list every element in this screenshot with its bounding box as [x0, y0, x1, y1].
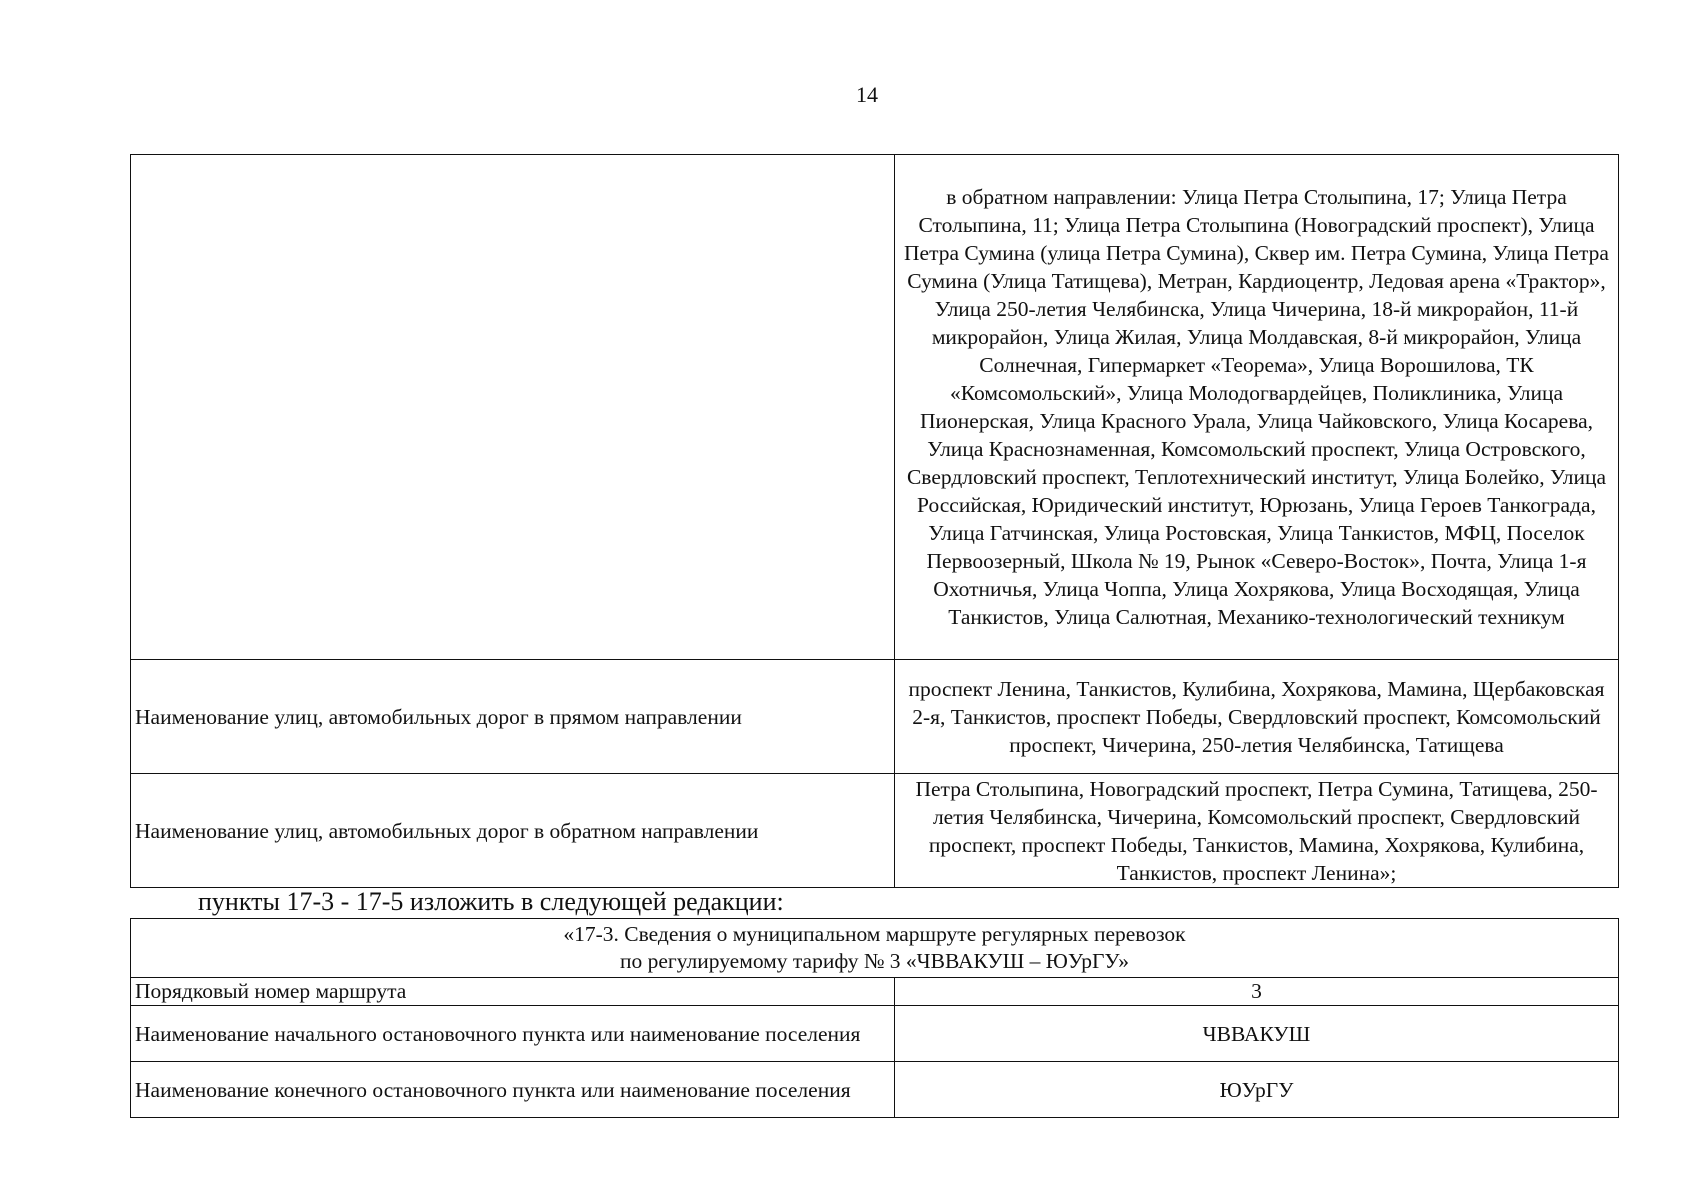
route-streets-table [130, 154, 1619, 888]
reverse-streets-label: Наименование улиц, автомобильных дорог в обратном направлении [131, 774, 895, 888]
table-row [131, 155, 1619, 660]
forward-streets-value: проспект Ленина, Танкистов, Кулибина, Хохрякова, Мамина, Щербаковская 2-я, Танкистов, проспект Победы, Свердловский проспект, Комсомольский проспект, Чичерина, 250-летия Челябинска, Татищева [895, 660, 1619, 774]
route-title-line-2: по регулируемому тарифу № 3 «ЧВВАКУШ – ЮУрГУ» [619, 949, 1130, 973]
table-row [131, 919, 1619, 978]
end-stop-value: ЮУрГУ [895, 1062, 1619, 1118]
amendment-intro: пункты 17-3 - 17-5 изложить в следующей редакции: [198, 887, 784, 916]
page-number: 14 [856, 82, 878, 107]
table-row [131, 978, 1619, 1006]
route-number-label: Порядковый номер маршрута [131, 978, 895, 1006]
route-title-cell [131, 919, 1619, 978]
end-stop-label: Наименование конечного остановочного пункта или наименование поселения [131, 1062, 895, 1118]
route-title-line-1: «17-3. Сведения о муниципальном маршруте регулярных перевозок [563, 922, 1186, 946]
table-row [131, 660, 1619, 774]
empty-label-cell [131, 155, 895, 660]
route-number-value: 3 [895, 978, 1619, 1006]
reverse-streets-value: Петра Столыпина, Новоградский проспект, Петра Сумина, Татищева, 250-летия Челябинска, Чичерина, Комсомольский проспект, Свердловский проспект, проспект Победы, Танкистов, Мамина, Хохрякова, Кулибина, Танкистов, проспект Ленина»; [895, 774, 1619, 888]
table-row [131, 774, 1619, 888]
table-row [131, 1006, 1619, 1062]
route-info-table [130, 918, 1619, 1118]
table-row [131, 1062, 1619, 1118]
reverse-stops-continuation: в обратном направлении: Улица Петра Столыпина, 17; Улица Петра Столыпина, 11; Улица Петра Столыпина (Новоградский проспект), Улица Петра Сумина (улица Петра Сумина), Сквер им. Петра Сумина, Улица Петра Сумина (Улица Татищева), Метран, Кардиоцентр, Ледовая арена «Трактор», Улица 250-летия Челябинска, Улица Чичерина, 18-й микрорайон, 11-й микрорайон, Улица Жилая, Улица Молдавская, 8-й микрорайон, Улица Солнечная, Гипермаркет «Теорема», Улица Ворошилова, ТК «Комсомольский», Улица Молодогвардейцев, Поликлиника, Улица Пионерская, Улица Красного Урала, Улица Чайковского, Улица Косарева, Улица Краснознаменная, Комсомольский проспект, Улица Островского, Свердловский проспект, Теплотехнический институт, Улица Болейко, Улица Российская, Юридический институт, Юрюзань, Улица Героев Танкограда, Улица Гатчинская, Улица Ростовская, Улица Танкистов, МФЦ, Поселок Первоозерный, Школа № 19, Рынок «Северо-Восток», Почта, Улица 1-я Охотничья, Улица Чоппа, Улица Хохрякова, Улица Восходящая, Улица Танкистов, Улица Салютная, Механико-технологический техникум [895, 155, 1619, 660]
start-stop-value: ЧВВАКУШ [895, 1006, 1619, 1062]
forward-streets-label: Наименование улиц, автомобильных дорог в прямом направлении [131, 660, 895, 774]
start-stop-label: Наименование начального остановочного пункта или наименование поселения [131, 1006, 895, 1062]
